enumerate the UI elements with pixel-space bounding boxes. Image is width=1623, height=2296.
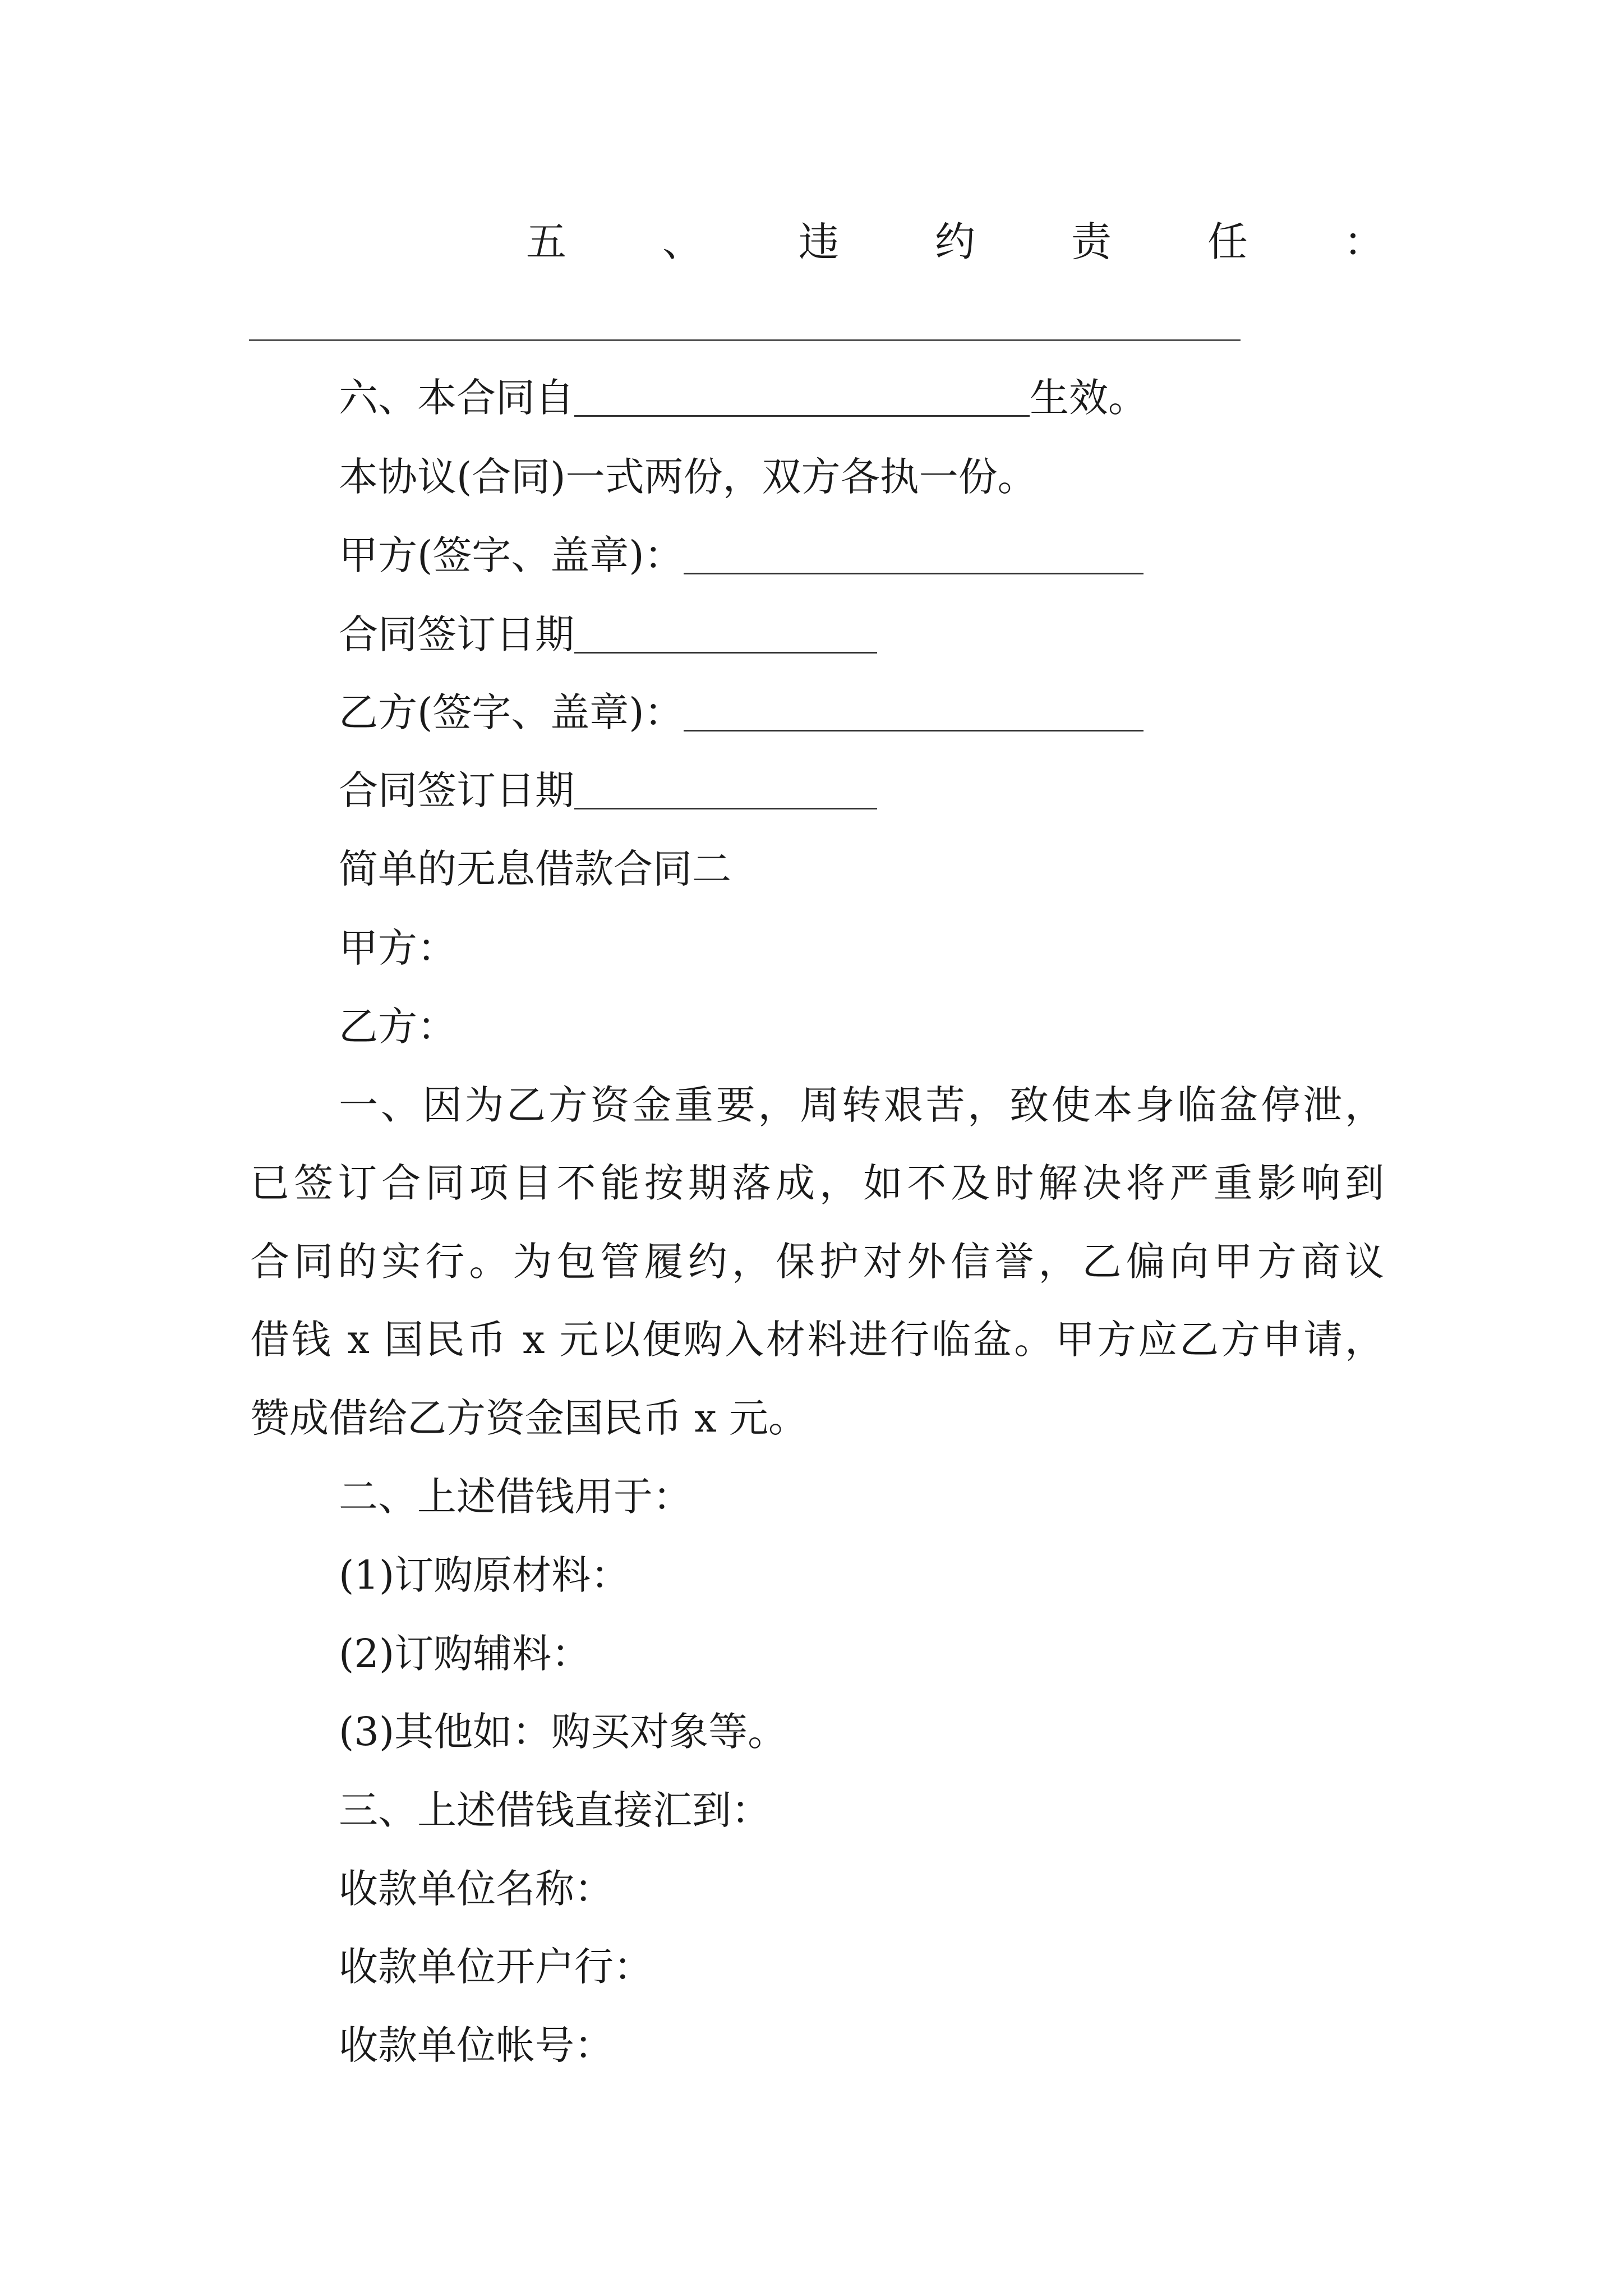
purpose-item-2: (2)订购辅料： <box>339 1631 591 1677</box>
payee-bank-label: 收款单位开户行： <box>339 1944 653 1990</box>
section-heading-breach <box>526 218 1384 265</box>
heading-char: 任 <box>1207 218 1248 265</box>
copies-statement: 本协议(合同)一式两份，双方各执一份。 <box>339 454 1037 500</box>
para-1-line-5: 赞成借给乙方资金国民币 x 元。 <box>250 1395 808 1441</box>
clause-6-prefix: 六、本合同自 <box>339 375 574 421</box>
clause-6-effective <box>339 375 1147 421</box>
party-b-label: 乙方： <box>339 1004 457 1050</box>
clause-3-remit: 三、上述借钱直接汇到： <box>339 1787 771 1833</box>
party-b-signature-blank[interactable] <box>684 694 1144 731</box>
party-b-signature-label: 乙方(签字、盖章)： <box>339 689 684 735</box>
heading-char: 五 <box>526 218 567 265</box>
payee-account-label: 收款单位帐号： <box>339 2022 614 2068</box>
heading-char: 、 <box>662 218 703 265</box>
heading-char: 约 <box>934 218 975 265</box>
clause-2-purpose: 二、上述借钱用于： <box>339 1474 692 1520</box>
party-a-date-blank[interactable] <box>574 616 877 654</box>
purpose-item-1: (1)订购原材料： <box>339 1552 630 1598</box>
party-a-date-line <box>339 611 877 657</box>
para-1-line-3: 合同的实行。为包管履约，保护对外信誉，乙偏向甲方商议 <box>250 1239 1384 1285</box>
party-b-date-label: 合同签订日期 <box>339 767 574 813</box>
heading-char: 责 <box>1071 218 1112 265</box>
para-1-line-2: 已签订合同项目不能按期落成，如不及时解决将严重影响到 <box>250 1160 1384 1206</box>
para-1-line-1: 一、因为乙方资金重要，周转艰苦，致使本身临盆停泄， <box>339 1082 1384 1128</box>
party-a-label: 甲方： <box>339 925 457 971</box>
horizontal-rule <box>249 339 1241 341</box>
contract-2-title: 简单的无息借款合同二 <box>339 846 731 892</box>
clause-6-suffix: 生效。 <box>1030 375 1147 421</box>
party-b-date-line <box>339 767 877 813</box>
party-b-signature-line <box>339 689 1144 735</box>
effective-date-blank[interactable] <box>574 379 1030 417</box>
heading-char: 违 <box>798 218 839 265</box>
party-a-signature-line <box>339 532 1144 578</box>
payee-name-label: 收款单位名称： <box>339 1866 614 1912</box>
party-b-date-blank[interactable] <box>574 772 877 809</box>
para-1-line-4: 借钱 x 国民币 x 元以便购入材料进行临盆。甲方应乙方申请， <box>250 1317 1384 1363</box>
purpose-item-3: (3)其他如：购买对象等。 <box>339 1709 787 1755</box>
heading-char: ： <box>1343 218 1384 265</box>
party-a-date-label: 合同签订日期 <box>339 611 574 657</box>
party-a-signature-blank[interactable] <box>684 537 1144 574</box>
party-a-signature-label: 甲方(签字、盖章)： <box>339 532 684 578</box>
